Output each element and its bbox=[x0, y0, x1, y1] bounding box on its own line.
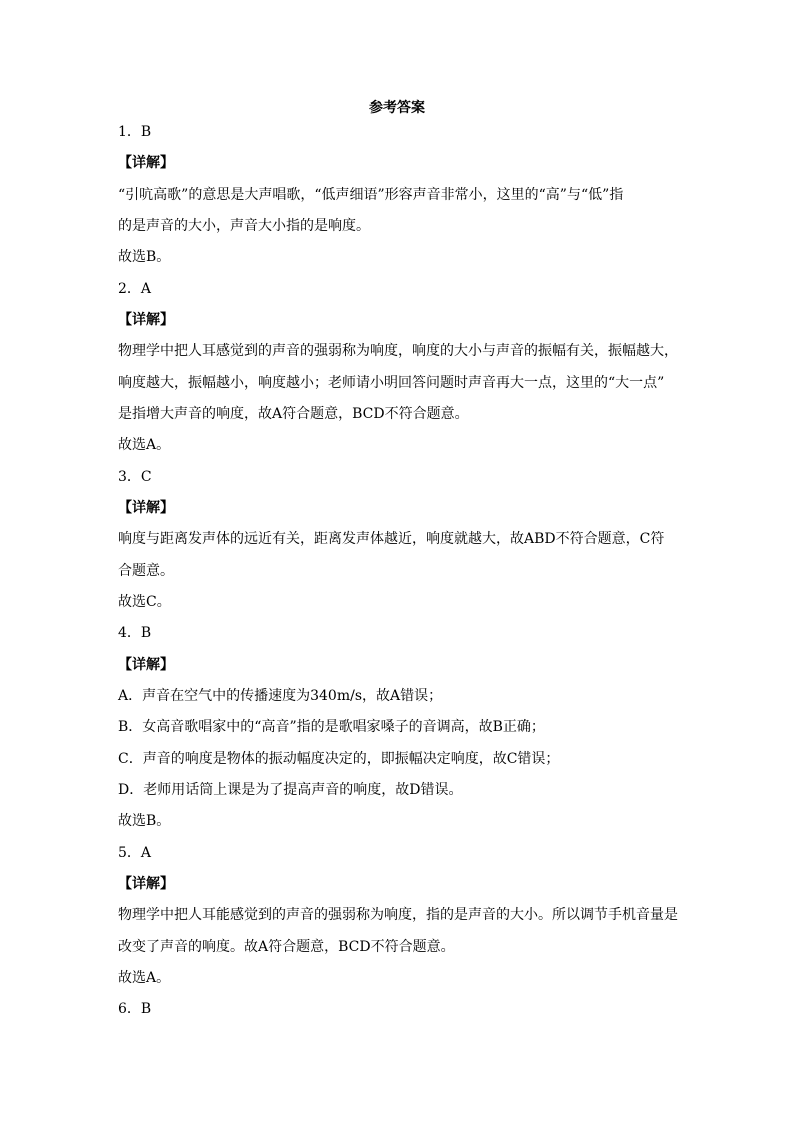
answer-4-option-a: A．声音在空气中的传播速度为340m/s，故A错误； bbox=[118, 688, 443, 704]
answer-5-heading: 【详解】 bbox=[118, 876, 174, 892]
answer-1-heading: 【详解】 bbox=[118, 155, 174, 171]
answer-5-choice: 故选A。 bbox=[118, 970, 171, 986]
answer-4-option-b: B．女高音歌唱家中的“高音”指的是歌唱家嗓子的音调高，故B正确； bbox=[118, 719, 545, 735]
answer-2-choice: 故选A。 bbox=[118, 437, 171, 453]
answer-2-text-line: 响度越大，振幅越小，响度越小；老师请小明回答问题时声音再大一点，这里的“大一点” bbox=[118, 375, 665, 391]
answer-3-choice: 故选C。 bbox=[118, 594, 171, 610]
answer-3-text-line: 响度与距离发声体的远近有关，距离发声体越近，响度就越大，故ABD不符合题意，C符 bbox=[118, 531, 665, 547]
answer-6-number: 6．B bbox=[118, 1001, 152, 1017]
answer-1-text-line: 的是声音的大小，声音大小指的是响度。 bbox=[118, 218, 370, 234]
answer-1-number: 1．B bbox=[118, 124, 152, 140]
answer-4-heading: 【详解】 bbox=[118, 657, 174, 673]
answer-4-number: 4．B bbox=[118, 625, 152, 641]
answer-1-choice: 故选B。 bbox=[118, 249, 171, 265]
answer-2-number: 2．A bbox=[118, 281, 152, 297]
answer-4-choice: 故选B。 bbox=[118, 813, 171, 829]
answer-1-text-line: “引吭高歌”的意思是大声唱歌，“低声细语”形容声音非常小，这里的“高”与“低”指 bbox=[118, 187, 624, 203]
answer-5-text-line: 改变了声音的响度。故A符合题意，BCD不符合题意。 bbox=[118, 939, 455, 955]
answer-3-number: 3．C bbox=[118, 469, 152, 485]
answer-5-text-line: 物理学中把人耳能感觉到的声音的强弱称为响度，指的是声音的大小。所以调节手机音量是 bbox=[118, 907, 678, 923]
answer-4-option-c: C．声音的响度是物体的振动幅度决定的，即振幅决定响度，故C错误； bbox=[118, 751, 560, 767]
answer-5-number: 5．A bbox=[118, 845, 152, 861]
page-title: 参考答案 bbox=[369, 100, 425, 116]
answer-3-heading: 【详解】 bbox=[118, 500, 174, 516]
answer-4-option-d: D．老师用话筒上课是为了提高声音的响度，故D错误。 bbox=[118, 782, 463, 798]
answer-2-text-line: 是指增大声音的响度，故A符合题意，BCD不符合题意。 bbox=[118, 406, 469, 422]
answer-2-text-line: 物理学中把人耳感觉到的声音的强弱称为响度，响度的大小与声音的振幅有关，振幅越大， bbox=[118, 343, 678, 359]
answer-2-heading: 【详解】 bbox=[118, 312, 174, 328]
answer-3-text-line: 合题意。 bbox=[118, 563, 174, 579]
